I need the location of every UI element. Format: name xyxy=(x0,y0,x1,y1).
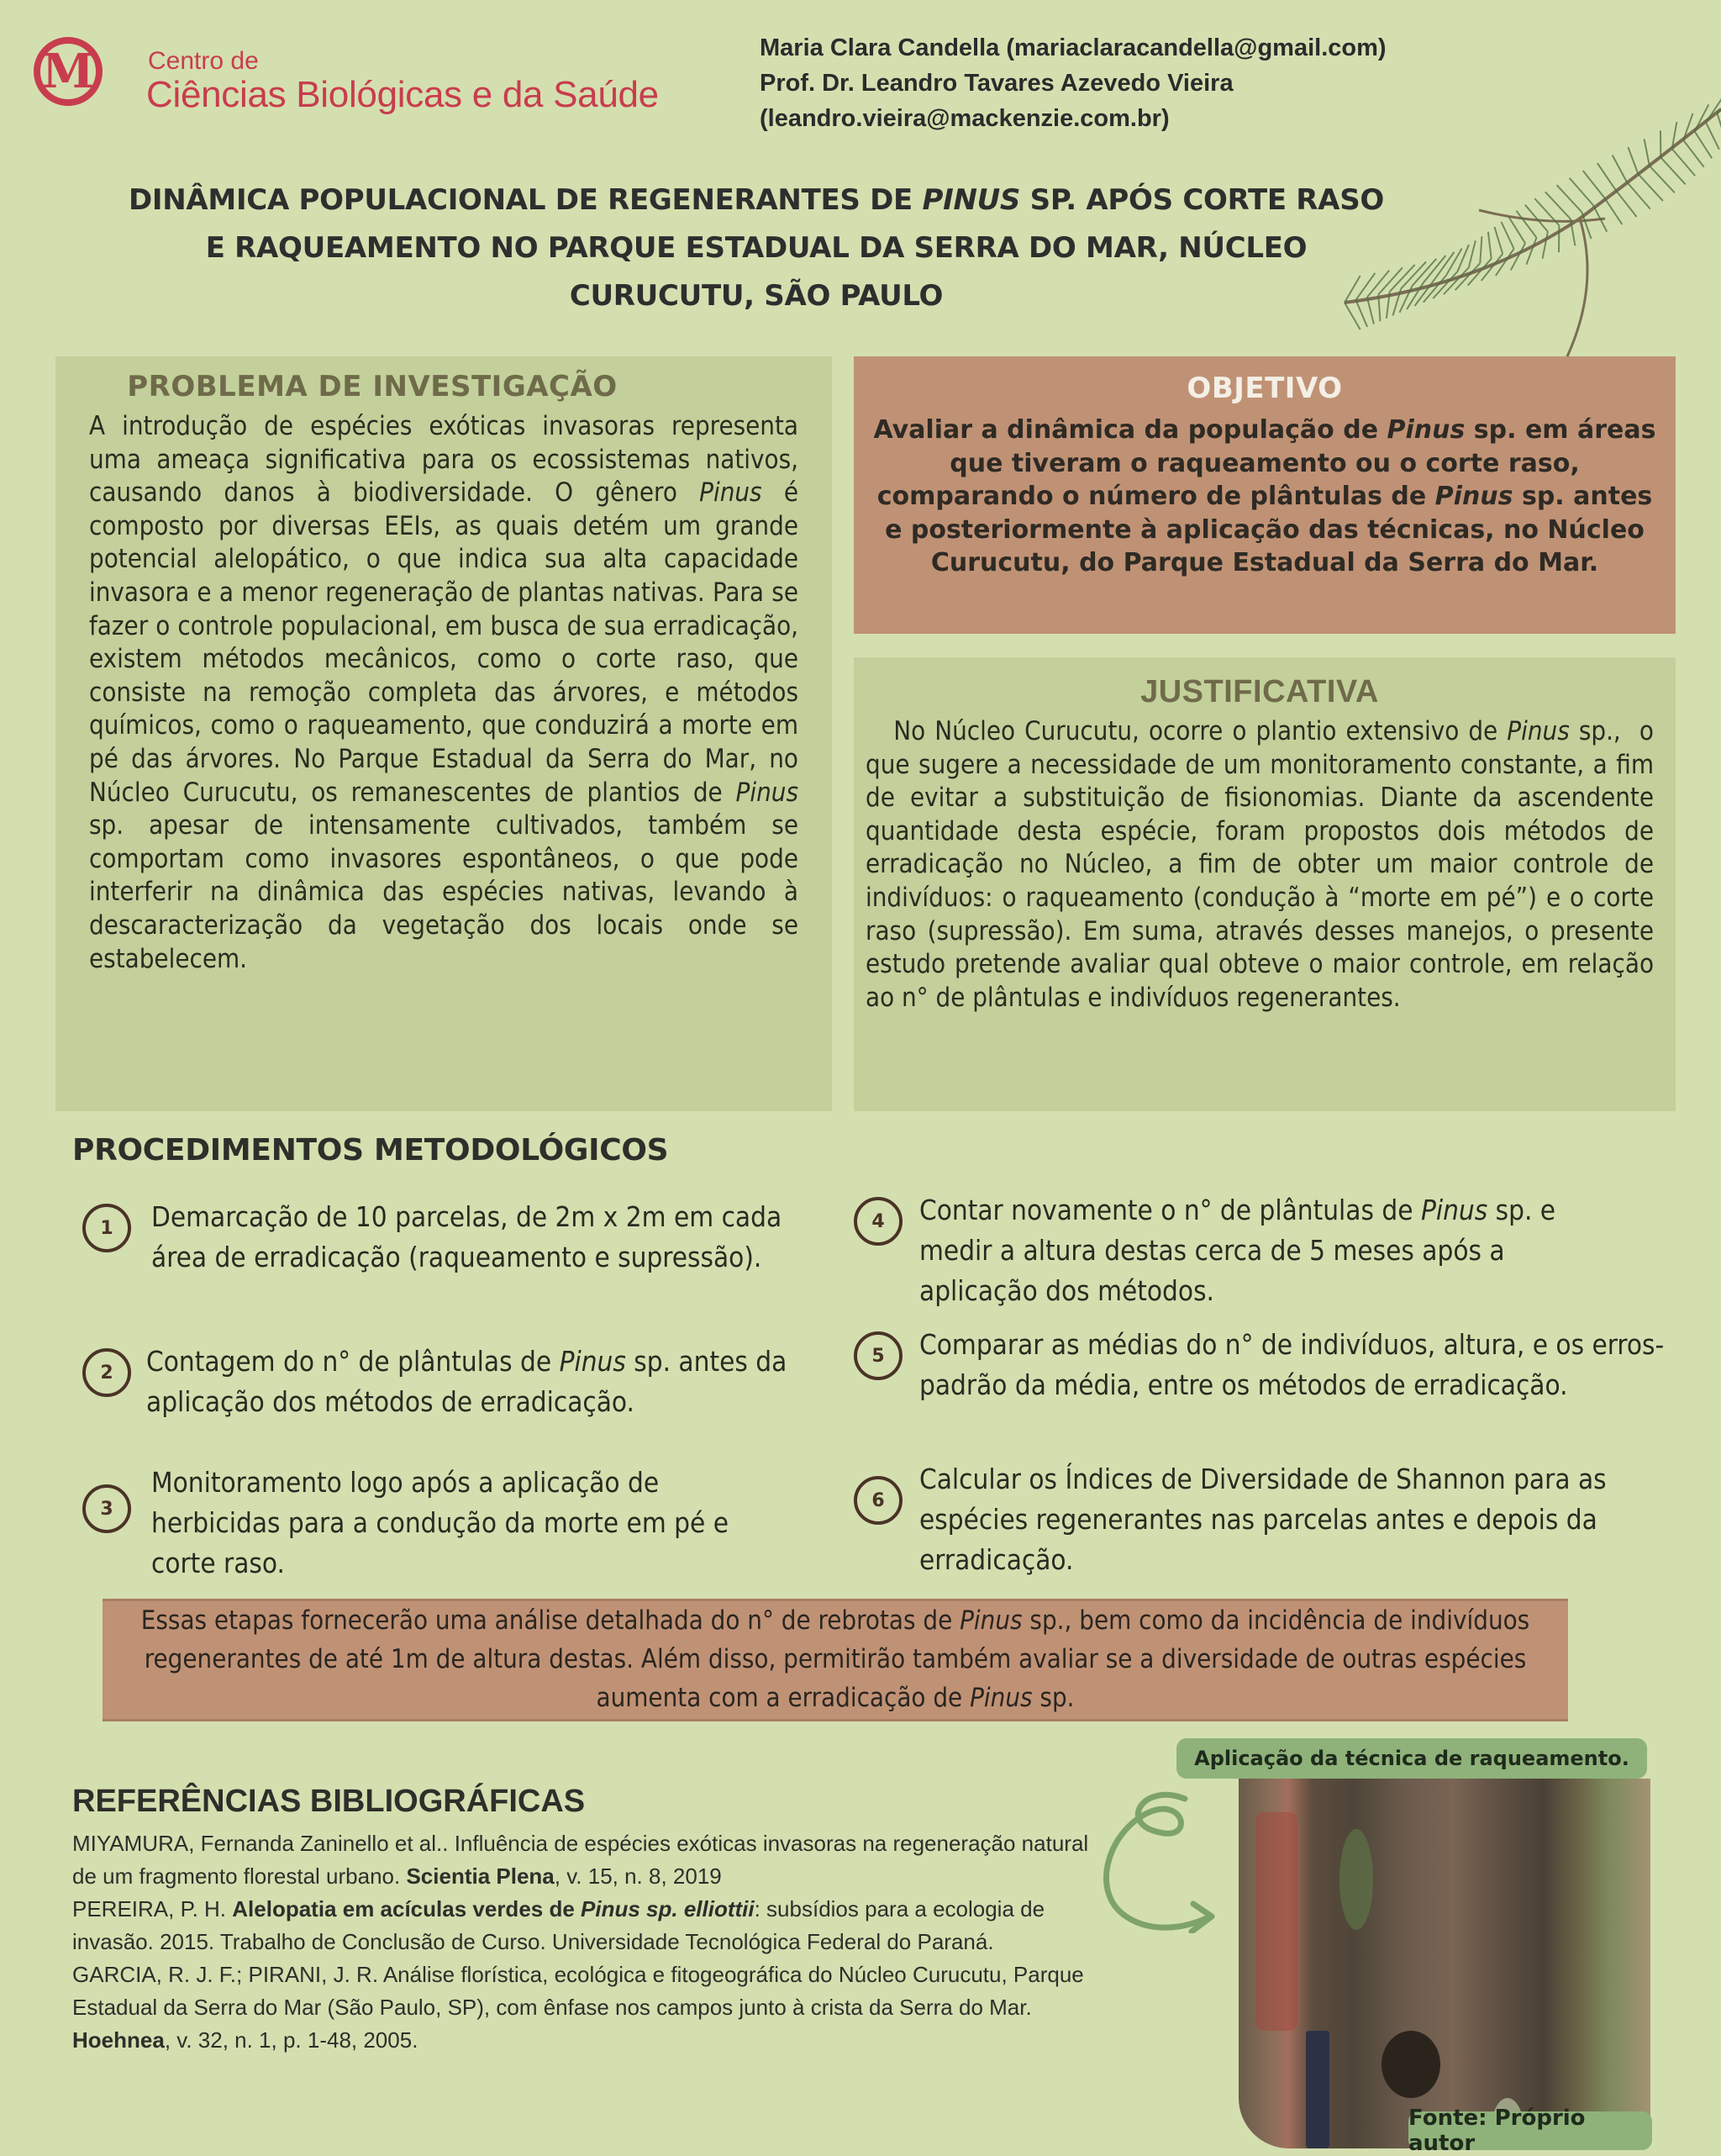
method-step-1 xyxy=(82,1197,788,1278)
method-step-4 xyxy=(854,1190,1610,1311)
problem-text-part: sp. apesar de intensamente cultivados, também se comportam como invasores espontâneos, o que pode interferir na dinâmica das espécies nativas, levando à descaracterização da vegetação dos locais onde se estabelecem. xyxy=(89,810,798,973)
step-number-badge: 2 xyxy=(82,1348,131,1397)
author-2: Prof. Dr. Leandro Tavares Azevedo Vieira xyxy=(760,66,1387,101)
step-text-part: Comparar as médias do n° de indivíduos, altura, e os erros-padrão da média, entre os métodos de erradicação. xyxy=(919,1328,1664,1401)
objective-text-part: sp. em áreas que tiveram o raqueamento ou o corte raso, comparando o número de plântulas de xyxy=(877,415,1656,511)
moss-patch xyxy=(1339,1829,1373,1930)
step-text-part: sp. antes da aplicação dos métodos de erradicação. xyxy=(146,1345,787,1418)
pine-needle xyxy=(1604,198,1622,224)
objective-text xyxy=(866,414,1664,580)
method-step-6 xyxy=(854,1459,1694,1580)
pine-needle xyxy=(1650,166,1675,192)
method-step-5 xyxy=(854,1325,1694,1405)
problem-text-part: A introdução de espécies exóticas invasoras representa uma ameaça significativa para os ecossistemas nativos, causando danos à biodiversidade. O gênero xyxy=(89,411,798,508)
step-text xyxy=(919,1325,1694,1405)
reference-title-italic: Pinus sp. elliottii xyxy=(581,1896,755,1921)
institution-line2: Ciências Biológicas e da Saúde xyxy=(146,74,659,116)
problem-heading: PROBLEMA DE INVESTIGAÇÃO xyxy=(0,370,798,403)
method-step-3 xyxy=(82,1463,788,1584)
summary-text-part: Essas etapas fornecerão uma análise detalhada do n° de rebrotas de xyxy=(141,1605,960,1636)
step-text-part: Monitoramento logo após a aplicação de herbicidas para a condução da morte em pé e corte raso. xyxy=(151,1466,729,1579)
summary-text-part: sp., bem como da incidência de indivíduos regenerantes de até 1m de altura destas. Além disso, permitirão também avaliar se a diversidade de outras espécies aumenta com a erradicação de xyxy=(145,1605,1530,1713)
title-line2: E RAQUEAMENTO NO PARQUE ESTADUAL DA SERRA DO MAR, NÚCLEO xyxy=(101,224,1412,272)
step-number-badge: 5 xyxy=(854,1331,903,1380)
objective-text-italic: Pinus xyxy=(1387,415,1466,445)
step-number-badge: 6 xyxy=(854,1476,903,1525)
raqueamento-cut xyxy=(1382,2031,1440,2098)
pine-needle xyxy=(1616,190,1637,217)
step-text-part: Calcular os Índices de Diversidade de Shannon para as espécies regenerantes nas parcelas antes e depois da erradicação. xyxy=(919,1463,1607,1576)
pine-needle xyxy=(1660,157,1685,184)
reference-text: PEREIRA, P. H. xyxy=(72,1896,232,1921)
tree-trunk-photo xyxy=(1239,1779,1650,2148)
mackenzie-logo xyxy=(34,37,103,106)
step-text-part: sp. e medir a altura destas cerca de 5 meses após a aplicação dos métodos. xyxy=(919,1194,1555,1307)
justification-text-italic: Pinus xyxy=(1507,716,1569,746)
justification-section xyxy=(854,657,1676,1111)
author-2-email: (leandro.vieira@mackenzie.com.br) xyxy=(760,101,1387,136)
step-text xyxy=(919,1459,1694,1580)
reference-text: : subsídios para a ecologia de invasão. 2015. Trabalho de Conclusão de Curso. Universidade Tecnológica Federal do Paraná. xyxy=(72,1896,1045,1954)
pine-needle xyxy=(1501,222,1513,249)
institution-line1: Centro de xyxy=(148,47,259,76)
pine-needle xyxy=(1526,238,1536,265)
summary-text-italic: Pinus xyxy=(960,1605,1022,1636)
reference-item xyxy=(72,1893,1089,1958)
title-italic: PINUS xyxy=(923,183,1021,217)
curved-arrow-icon xyxy=(1092,1765,1227,1933)
step-text-part: Demarcação de 10 parcelas, de 2m x 2m em cada área de erradicação (raqueamento e supressão). xyxy=(151,1200,782,1273)
pine-needle xyxy=(1494,227,1503,254)
summary-box xyxy=(103,1599,1568,1721)
justification-text-part: sp., o que sugere a necessidade de um monitoramento constante, a fim de evitar a substituição de fisionomias. Diante da ascendente quantidade desta espécie, foram propostos dois métodos de erradicação no Núcleo, a fim de obter um maior controle de indivíduos: o raqueamento (condução à “morte em pé”) e o corte raso (supressão). Em suma, através desses manejos, o presente estudo pretende avaliar qual obteve o maior controle, em relação ao n° de plântulas e indivíduos regenerantes. xyxy=(866,716,1661,1013)
step-text xyxy=(146,1342,822,1422)
poster-title xyxy=(101,177,1412,320)
pine-needle xyxy=(1695,131,1713,158)
problem-text-italic: Pinus xyxy=(699,477,761,508)
step-text-italic: Pinus xyxy=(1421,1194,1487,1226)
pine-needle xyxy=(1645,139,1650,166)
title-line3: CURUCUTU, SÃO PAULO xyxy=(101,272,1412,320)
problem-text-part: é composto por diversas EEIs, as quais detém um grande potencial alelopático, o que indica sua alta capacidade invasora e a menor regeneração de plantas nativas. Para se fazer o controle populacional, em busca de sua erradicação, existem métodos mecânicos, como o corte raso, que consiste na remoção completa das árvores, e métodos químicos, como o raqueamento, que conduzirá a morte em pé das árvores. No Parque Estadual da Serra do Mar, no Núcleo Curucutu, os remanescentes de plantios de xyxy=(89,477,798,807)
step-text xyxy=(919,1190,1610,1311)
step-number-badge: 1 xyxy=(82,1204,131,1252)
pine-needle xyxy=(1672,149,1695,176)
justification-text xyxy=(866,715,1654,1015)
reference-title: Alelopatia em acículas verdes de xyxy=(232,1896,581,1921)
reference-item xyxy=(72,1958,1089,2057)
pine-needle xyxy=(1543,232,1548,259)
objective-heading: OBJETIVO xyxy=(866,372,1664,405)
problem-text-italic: Pinus xyxy=(736,778,798,808)
step-text-italic: Pinus xyxy=(560,1345,626,1378)
references-list xyxy=(72,1827,1089,2057)
pine-needle xyxy=(1695,104,1709,131)
figure-caption: Aplicação da técnica de raqueamento. xyxy=(1176,1738,1647,1779)
pine-needle xyxy=(1627,182,1650,209)
step-text-part: Contagem do n° de plântulas de xyxy=(146,1345,560,1378)
problem-section xyxy=(55,356,832,1111)
pine-needle xyxy=(1570,178,1593,205)
reference-item xyxy=(72,1827,1089,1893)
pine-needle xyxy=(1488,232,1492,259)
step-text-part: Contar novamente o n° de plântulas de xyxy=(919,1194,1421,1226)
pine-needle xyxy=(1469,240,1476,267)
pine-needle xyxy=(1718,113,1721,140)
reference-text: , v. 32, n. 1, p. 1-48, 2005. xyxy=(165,2027,418,2053)
reference-journal: Hoehnea xyxy=(72,2027,165,2053)
machete xyxy=(1306,2031,1329,2148)
step-number-badge: 4 xyxy=(854,1197,903,1246)
pine-needle xyxy=(1597,163,1616,190)
justification-text-part: No Núcleo Curucutu, ocorre o plantio extensivo de xyxy=(866,716,1507,746)
title-line1-end: SP. APÓS CORTE RASO xyxy=(1020,183,1384,217)
pine-needle xyxy=(1457,245,1469,271)
objective-text-part: sp. antes e posteriormente à aplicação das técnicas, no Núcleo Curucutu, do Parque Estadual da Serra do Mar. xyxy=(885,482,1652,577)
step-number-badge: 3 xyxy=(82,1484,131,1533)
pine-needle xyxy=(1583,171,1604,198)
logo-letter: M xyxy=(42,48,94,95)
authors-block xyxy=(760,30,1387,136)
references-heading: REFERÊNCIAS BIBLIOGRÁFICAS xyxy=(72,1784,585,1820)
red-net xyxy=(1255,1812,1297,2031)
figure-credit: Fonte: Próprio autor xyxy=(1408,2111,1652,2150)
problem-text xyxy=(89,410,798,976)
author-1: Maria Clara Candella (mariaclaracandella@gmail.com) xyxy=(760,30,1387,66)
reference-text: GARCIA, R. J. F.; PIRANI, J. R. Análise florística, ecológica e fitogeográfica do Núcleo Curucutu, Parque Estadual da Serra do Mar (São Paulo, SP), com ênfase nos campos junto à crista da Serra do Mar. xyxy=(72,1962,1084,2020)
pine-needle xyxy=(1613,156,1627,182)
step-text xyxy=(151,1197,788,1278)
summary-text-italic: Pinus xyxy=(970,1683,1032,1713)
pine-needle xyxy=(1638,174,1662,201)
reference-journal: Scientia Plena xyxy=(406,1863,554,1889)
objective-text-italic: Pinus xyxy=(1435,482,1513,511)
pine-needle xyxy=(1683,140,1703,167)
method-step-2 xyxy=(82,1342,822,1422)
pine-needle xyxy=(1628,147,1638,174)
reference-text: MIYAMURA, Fernanda Zaninello et al.. Influência de espécies exóticas invasoras na regeneração natural de um fragmento florestal urbano. xyxy=(72,1831,1088,1889)
step-text xyxy=(151,1463,788,1584)
summary-text-part: sp. xyxy=(1033,1683,1075,1713)
justification-heading: JUSTIFICATIVA xyxy=(866,674,1654,710)
title-line1: DINÂMICA POPULACIONAL DE REGENERANTES DE xyxy=(129,183,923,217)
objective-text-part: Avaliar a dinâmica da população de xyxy=(873,415,1387,445)
reference-text: , v. 15, n. 8, 2019 xyxy=(555,1863,722,1889)
pine-needle xyxy=(1480,236,1482,263)
methods-heading: PROCEDIMENTOS METODOLÓGICOS xyxy=(72,1133,668,1168)
pine-needle xyxy=(1706,123,1719,150)
objective-section xyxy=(854,356,1676,634)
